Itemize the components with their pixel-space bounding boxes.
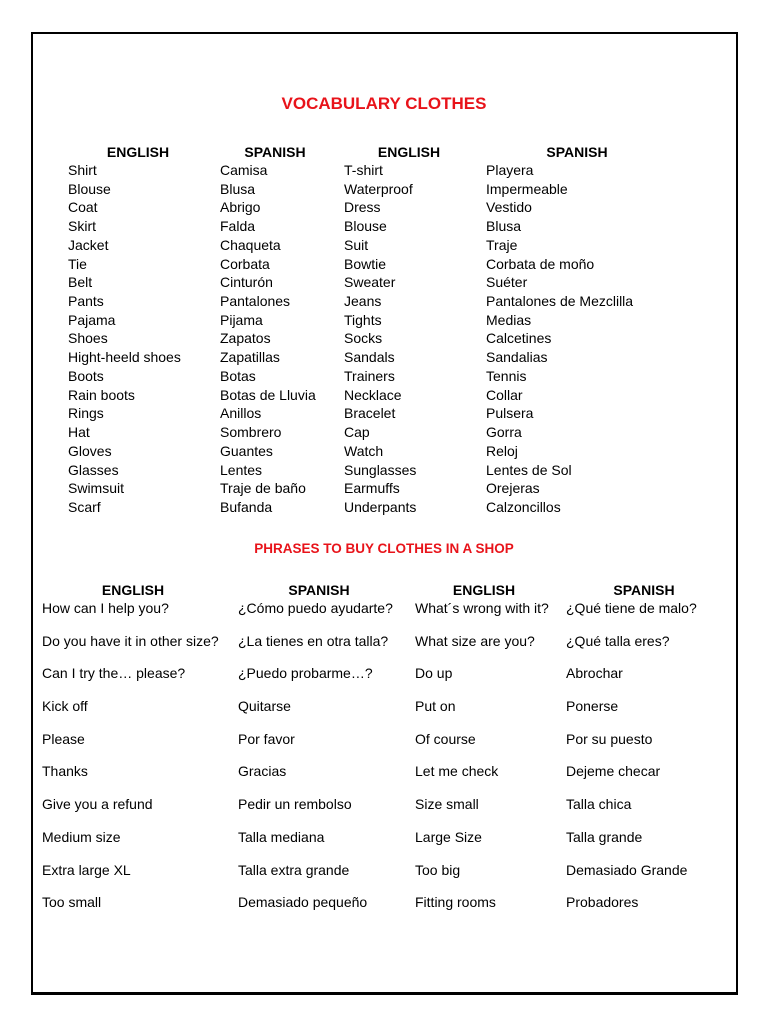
vocab-item: Pijama (220, 311, 263, 328)
vocab-item: Suéter (486, 274, 528, 291)
vocab-item: Jeans (344, 293, 382, 310)
vocab-item: Sombrero (220, 424, 282, 441)
phrase-item: ¿La tienes en otra talla? (238, 632, 389, 649)
vocab-item: Jacket (68, 236, 109, 253)
phrase-item: Dejeme checar (566, 763, 661, 780)
vocab-item: Reloj (486, 442, 518, 459)
vocab-item: Pajama (68, 311, 116, 328)
vocab-item: Sunglasses (344, 461, 417, 478)
vocab-item: Traje (486, 236, 518, 253)
vocab-item: Belt (68, 274, 93, 291)
phrase-item: Can I try the… please? (42, 665, 186, 682)
phrase-item: Pedir un rembolso (238, 796, 352, 813)
vocab-item: Blusa (220, 180, 256, 197)
phrase-item: Talla chica (566, 796, 632, 813)
vocab-item: Abrigo (220, 199, 261, 216)
phrase-item: Size small (415, 796, 479, 813)
vocab-item: Hight-heeld shoes (68, 349, 181, 366)
vocab-item: Waterproof (344, 180, 413, 197)
phrase-item: Do up (415, 665, 453, 682)
phrase-item: Demasiado pequeño (238, 894, 368, 911)
phrase-item: Demasiado Grande (566, 861, 688, 878)
phrase-item: ¿Puedo probarme…? (238, 665, 373, 682)
phrase-item: Thanks (42, 763, 88, 780)
vocab-item: Sandals (344, 349, 395, 366)
phrases-title: PHRASES TO BUY CLOTHES IN A SHOP (254, 541, 514, 556)
vocab-header-spanish-2: SPANISH (546, 144, 608, 160)
vocab-item: Shoes (68, 330, 108, 347)
vocab-item: Necklace (344, 386, 402, 403)
vocab-item: Anillos (220, 405, 262, 422)
vocab-column-english-1 (68, 161, 181, 517)
phrase-item: What size are you? (415, 632, 535, 649)
vocab-item: Pulsera (486, 405, 534, 422)
vocab-item: Blouse (344, 218, 387, 235)
vocab-item: Rings (68, 405, 104, 422)
vocab-item: Swimsuit (68, 480, 125, 497)
vocab-item: Glasses (68, 461, 119, 478)
vocab-item: Suit (344, 236, 369, 253)
vocab-item: Skirt (68, 218, 96, 235)
phrases-column-spanish-2 (566, 599, 697, 926)
vocab-item: Zapatillas (220, 349, 280, 366)
phrases-header-english-2: ENGLISH (452, 582, 516, 598)
vocab-item: Calcetines (486, 330, 552, 347)
vocab-item: Orejeras (486, 480, 540, 497)
vocab-item: Scarf (68, 498, 101, 515)
phrase-item: Kick off (42, 698, 88, 715)
phrases-header-english-1: ENGLISH (101, 582, 165, 598)
phrase-item: How can I help you? (42, 600, 169, 616)
vocab-item: Camisa (220, 162, 268, 178)
phrase-item: Please (42, 730, 85, 747)
vocab-item: T-shirt (344, 162, 383, 178)
vocab-item: Underpants (344, 498, 417, 515)
vocab-header-spanish-1: SPANISH (244, 144, 306, 160)
vocab-item: Shirt (68, 162, 97, 178)
phrase-item: Put on (415, 698, 456, 715)
vocab-item: Falda (220, 218, 256, 235)
vocab-header-english-2: ENGLISH (377, 144, 441, 160)
vocab-item: Dress (344, 199, 381, 216)
phrases-header-spanish-2: SPANISH (613, 582, 675, 598)
vocab-item: Zapatos (220, 330, 271, 347)
vocab-item: Gloves (68, 442, 112, 459)
phrases-column-spanish-1 (238, 599, 393, 926)
vocab-item: Earmuffs (344, 480, 400, 497)
phrases-column-english-2 (415, 599, 549, 926)
phrase-item: Too big (415, 861, 461, 878)
vocab-item: Bracelet (344, 405, 396, 422)
vocab-item: Cinturón (220, 274, 273, 291)
phrase-item: Let me check (415, 763, 499, 780)
phrase-item: Extra large XL (42, 861, 131, 878)
phrase-item: Quitarse (238, 698, 291, 715)
phrase-item: Medium size (42, 828, 121, 845)
vocab-item: Pantalones de Mezclilla (486, 293, 634, 310)
vocab-item: Lentes de Sol (486, 461, 572, 478)
vocab-item: Guantes (220, 442, 273, 459)
vocab-item: Gorra (486, 424, 522, 441)
vocab-item: Cap (344, 424, 370, 441)
vocab-item: Rain boots (68, 386, 135, 403)
vocab-item: Tie (68, 255, 87, 272)
vocab-item: Socks (344, 330, 383, 347)
phrase-item: Probadores (566, 894, 639, 911)
phrase-item: ¿Qué tiene de malo? (566, 600, 697, 616)
vocab-item: Tennis (486, 367, 527, 384)
phrase-item: Give you a refund (42, 796, 153, 813)
vocab-item: Bufanda (220, 498, 273, 515)
phrase-item: ¿Qué talla eres? (566, 632, 670, 649)
phrases-column-english-1 (42, 599, 219, 926)
vocab-item: Sweater (344, 274, 396, 291)
vocab-column-spanish-1 (220, 161, 316, 517)
phrase-item: Por su puesto (566, 730, 653, 747)
phrase-item: Talla extra grande (238, 861, 350, 878)
vocab-item: Watch (344, 442, 384, 459)
vocab-item: Trainers (344, 367, 395, 384)
vocab-column-english-2 (344, 161, 416, 517)
phrase-item: Too small (42, 894, 102, 911)
vocab-item: Lentes (220, 461, 263, 478)
phrase-item: ¿Cómo puedo ayudarte? (238, 600, 393, 616)
vocab-item: Coat (68, 199, 98, 216)
vocab-item: Botas de Lluvia (220, 386, 316, 403)
phrase-item: Of course (415, 730, 476, 747)
phrase-item: Talla mediana (238, 828, 325, 845)
vocab-item: Traje de baño (220, 480, 306, 497)
vocab-item: Playera (486, 162, 534, 178)
phrase-item: Ponerse (566, 698, 619, 715)
vocab-item: Corbata de moño (486, 255, 595, 272)
phrase-item: Large Size (415, 828, 482, 845)
phrase-item: Abrochar (566, 665, 623, 682)
phrase-item: Por favor (238, 730, 295, 747)
vocab-item: Botas (220, 367, 256, 384)
phrases-header-spanish-1: SPANISH (288, 582, 350, 598)
vocab-item: Corbata (220, 255, 270, 272)
phrase-item: Fitting rooms (415, 894, 496, 911)
vocab-header-english-1: ENGLISH (106, 144, 170, 160)
vocab-item: Blusa (486, 218, 522, 235)
vocab-item: Chaqueta (220, 236, 281, 253)
vocab-item: Medias (486, 311, 532, 328)
phrase-item: Gracias (238, 763, 287, 780)
phrase-item: Talla grande (566, 828, 643, 845)
phrase-item: Do you have it in other size? (42, 632, 219, 649)
vocab-item: Pantalones (220, 293, 291, 310)
vocab-item: Pants (68, 293, 104, 310)
vocab-item: Boots (68, 367, 104, 384)
phrase-item: What´s wrong with it? (415, 600, 549, 616)
vocab-item: Blouse (68, 180, 111, 197)
vocab-column-spanish-2 (486, 161, 633, 517)
vocab-item: Sandalias (486, 349, 548, 366)
vocab-item: Impermeable (486, 180, 568, 197)
page-title: VOCABULARY CLOTHES (281, 94, 487, 113)
vocab-item: Collar (486, 386, 523, 403)
vocab-item: Calzoncillos (486, 498, 561, 515)
vocab-item: Hat (68, 424, 90, 441)
vocab-item: Bowtie (344, 255, 387, 272)
vocab-item: Tights (344, 311, 382, 328)
vocab-item: Vestido (486, 199, 532, 216)
